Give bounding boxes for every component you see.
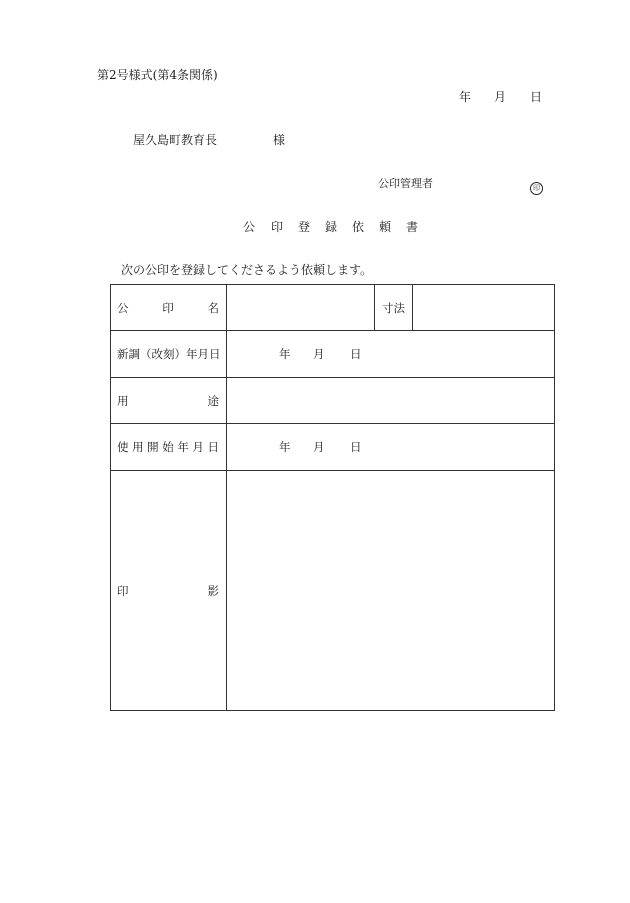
table-row: [111, 424, 555, 471]
year-label: 年: [279, 347, 291, 361]
label-char: 日: [207, 440, 219, 454]
intro-text: 次の公印を登録してくださるよう依頼します。: [121, 263, 373, 277]
label-char: 月: [192, 440, 204, 454]
year-label: 年: [459, 90, 472, 104]
impression-field[interactable]: [227, 471, 555, 711]
size-field[interactable]: [413, 285, 555, 331]
year-label: 年: [279, 440, 291, 454]
submission-date: [459, 88, 542, 105]
month-label: 月: [494, 90, 507, 104]
addressee-honorific: 様: [273, 133, 286, 147]
label-char: 印: [117, 583, 129, 598]
start-date-label-cell: [111, 424, 227, 471]
purpose-label-cell: [111, 378, 227, 424]
title-char: 頼: [379, 220, 392, 234]
day-label: 日: [530, 90, 543, 104]
label-char: 公: [117, 300, 129, 315]
label-char: 始: [162, 440, 174, 454]
month-label: 月: [313, 440, 325, 454]
seal-mark-text: 印: [530, 182, 543, 195]
day-label: 日: [350, 347, 362, 361]
label-char: 用: [117, 393, 129, 408]
table-row: [111, 331, 555, 378]
table-row: [111, 471, 555, 711]
purpose-field[interactable]: [227, 378, 555, 424]
registration-table: [110, 284, 555, 711]
label-char: 使: [117, 440, 129, 454]
label-char: 開: [147, 440, 159, 454]
title-char: 印: [271, 220, 284, 234]
made-date-label-cell: [111, 331, 227, 378]
day-label: 日: [350, 440, 362, 454]
label-char: 年: [177, 440, 189, 454]
form-number: 第2号様式(第4条関係): [97, 68, 218, 82]
label-char: 途: [207, 393, 219, 408]
table-row: [111, 285, 555, 331]
label-char: 用: [132, 440, 144, 454]
seal-name-label-cell: [111, 285, 227, 331]
size-label: 寸法: [375, 285, 413, 331]
seal-name-field[interactable]: [227, 285, 375, 331]
month-label: 月: [313, 347, 325, 361]
title-char: 公: [243, 220, 256, 234]
made-date-label: 新調（改刻）年月日: [117, 347, 221, 361]
label-char: 印: [162, 300, 174, 315]
title-char: 依: [352, 220, 365, 234]
title-char: 録: [325, 220, 338, 234]
seal-mark: [530, 175, 543, 195]
addressee-name: 屋久島町教育長: [133, 133, 218, 147]
label-char: 影: [207, 583, 219, 598]
title-char: 書: [406, 220, 419, 234]
applicant-label: 公印管理者: [378, 177, 433, 190]
start-date-field[interactable]: [227, 424, 555, 471]
label-char: 名: [207, 300, 219, 315]
impression-label-cell: [111, 471, 227, 711]
made-date-field[interactable]: [227, 331, 555, 378]
document-title: [243, 218, 418, 235]
table-row: [111, 378, 555, 424]
title-char: 登: [298, 220, 311, 234]
